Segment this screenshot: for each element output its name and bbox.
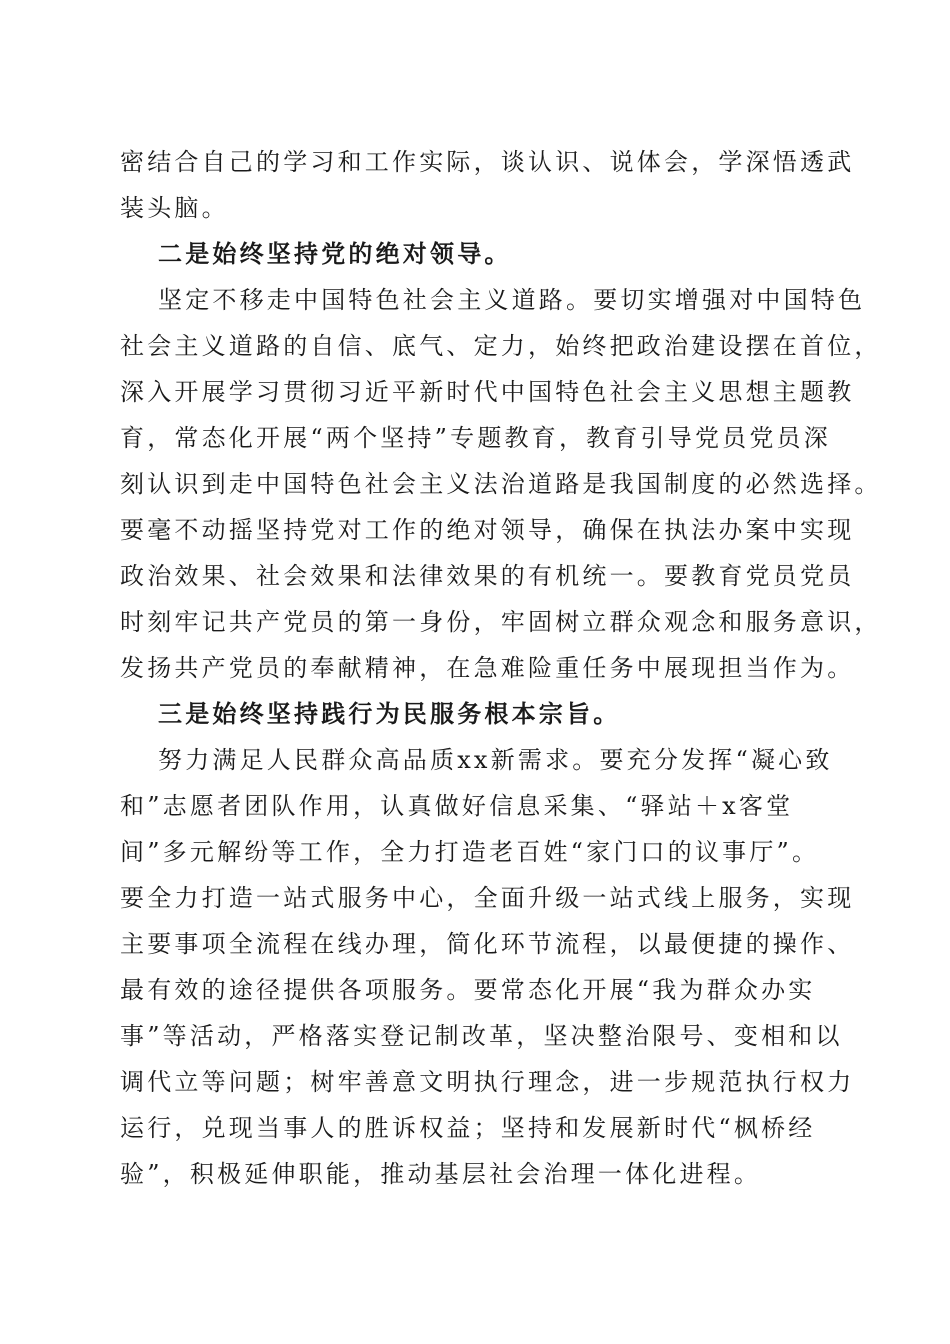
paragraph-line: 发扬共产党员的奉献精神，在急难险重任务中展现担当作为。 [120,654,855,682]
paragraph-line: 和”志愿者团队作用，认真做好信息采集、“驿站＋x客堂 [120,792,794,820]
section-heading-2: 二是始终坚持党的绝对领导。 [158,239,512,268]
paragraph-line: 政治效果、社会效果和法律效果的有机统一。要教育党员党员 [120,562,855,590]
paragraph-line: 社会主义道路的自信、底气、定力，始终把政治建设摆在首位， [120,332,882,360]
paragraph-line: 间”多元解纷等工作，全力打造老百姓“家门口的议事厅”。 [120,838,820,866]
paragraph-line: 调代立等问题；树牢善意文明执行理念，进一步规范执行权力 [120,1068,855,1096]
paragraph-line: 最有效的途径提供各项服务。要常态化开展“我为群众办实 [120,976,816,1004]
paragraph-line: 运行，兑现当事人的胜诉权益；坚持和发展新时代“枫桥经 [120,1114,816,1142]
paragraph-line: 深入开展学习贯彻习近平新时代中国特色社会主义思想主题教 [120,378,855,406]
paragraph-line: 要全力打造一站式服务中心，全面升级一站式线上服务，实现 [120,884,855,912]
paragraph-line: 刻认识到走中国特色社会主义法治道路是我国制度的必然选择。 [120,470,882,498]
paragraph-line: 验”，积极延伸职能，推动基层社会治理一体化进程。 [120,1160,762,1188]
paragraph-line: 坚定不移走中国特色社会主义道路。要切实增强对中国特色 [158,286,866,314]
paragraph-line: 装头脑。 [120,194,229,222]
paragraph-line: 时刻牢记共产党员的第一身份，牢固树立群众观念和服务意识， [120,608,882,636]
section-heading-3: 三是始终坚持践行为民服务根本宗旨。 [158,699,621,728]
paragraph-line: 努力满足人民群众高品质xx新需求。要充分发挥“凝心致 [158,746,833,774]
paragraph-line: 主要事项全流程在线办理，简化环节流程，以最便捷的操作、 [120,930,855,958]
paragraph-line: 密结合自己的学习和工作实际，谈认识、说体会，学深悟透武 [120,148,855,176]
paragraph-line: 育，常态化开展“两个坚持”专题教育，教育引导党员党员深 [120,424,831,452]
paragraph-line: 事”等活动，严格落实登记制改革，坚决整治限号、变相和以 [120,1022,843,1050]
paragraph-line: 要毫不动摇坚持党对工作的绝对领导，确保在执法办案中实现 [120,516,855,544]
